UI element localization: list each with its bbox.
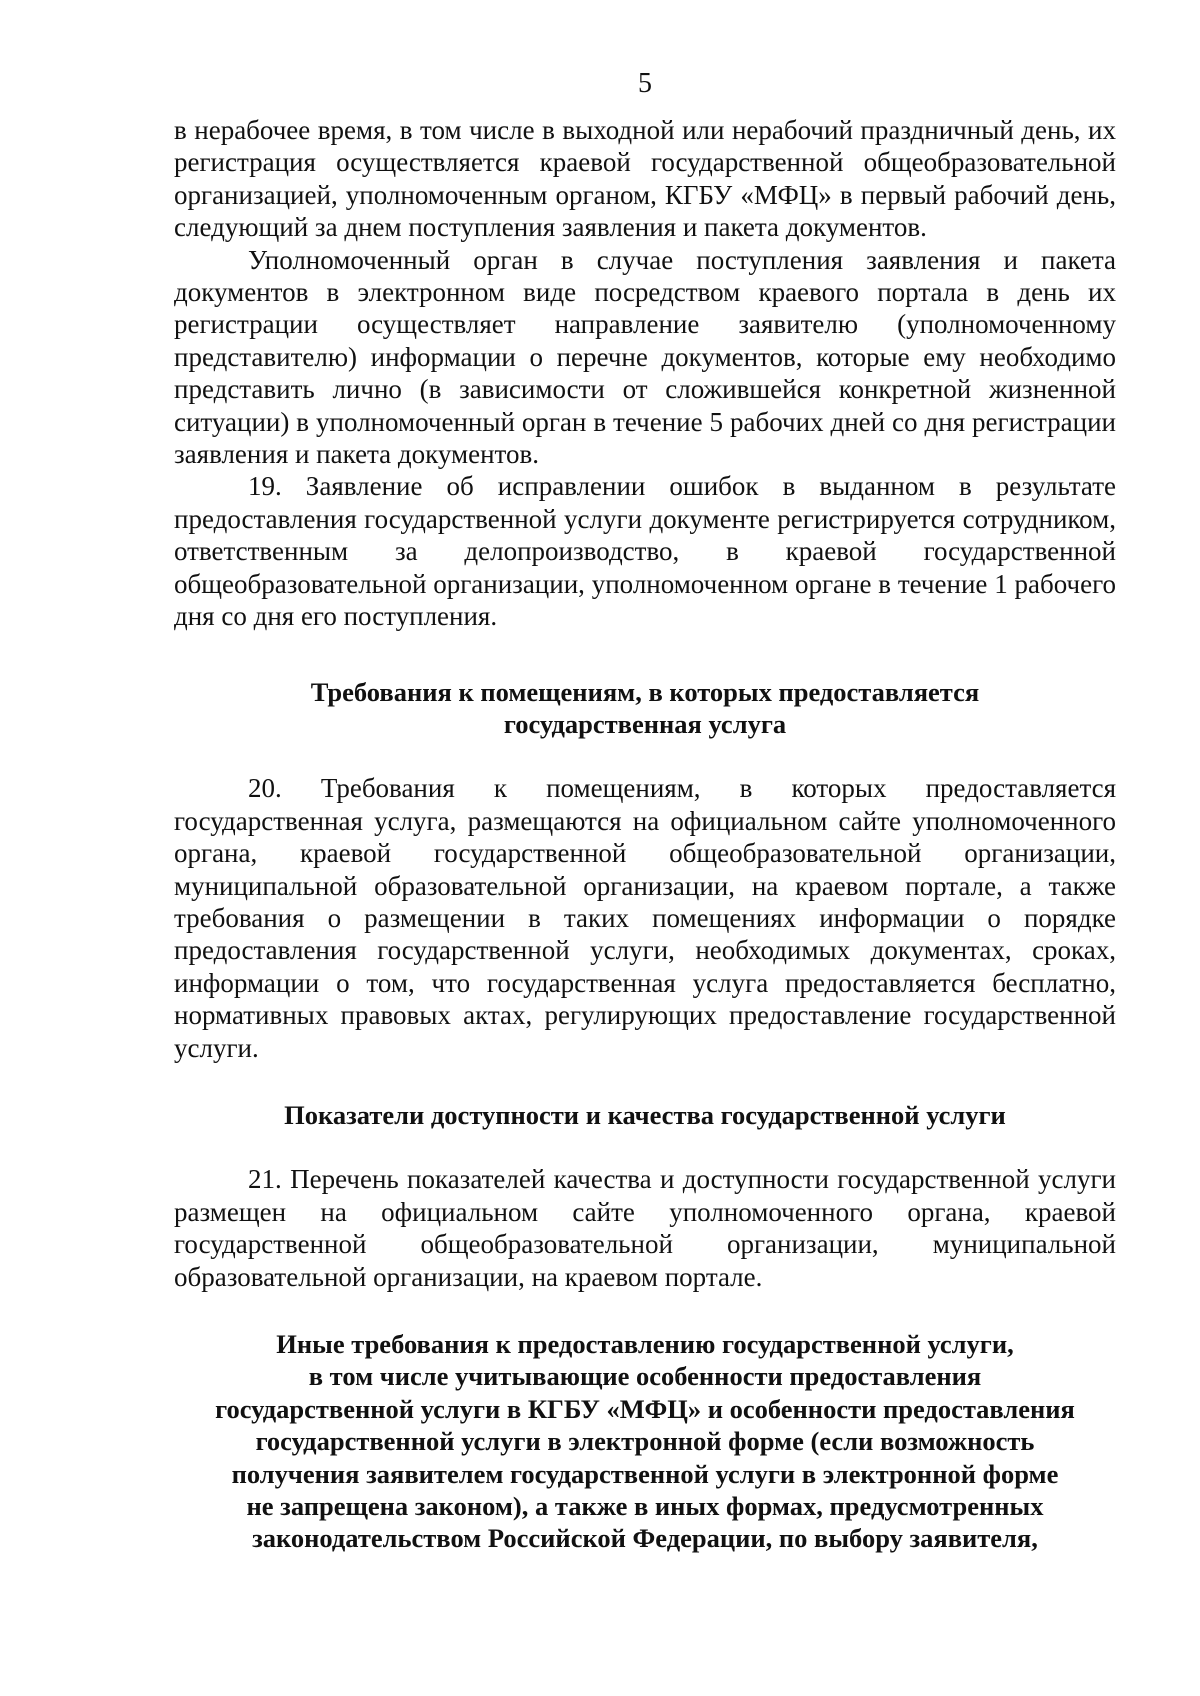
heading-line: государственной услуги в КГБУ «МФЦ» и особенности предоставления xyxy=(215,1393,1075,1424)
heading-line: получения заявителем государственной услуги в электронной форме xyxy=(231,1458,1059,1489)
paragraph-21-quality-indicators: 21. Перечень показателей качества и доступности государственной услуги размещен на официальном сайте уполномоченного органа, краевой государственной общеобразовательной организации, муниципальной образовательной организации, на краевом портале. xyxy=(174,1164,1116,1292)
heading-line: Требования к помещениям, в которых предоставляется xyxy=(310,676,980,707)
heading-line: законодательством Российской Федерации, по выбору заявителя, xyxy=(252,1523,1038,1554)
paragraph-registration-nonworking-time: в нерабочее время, в том числе в выходной или нерабочий праздничный день, их регистрация осуществляется краевой государственной общеобразовательной организацией, уполномоченным органом, КГБУ «МФЦ» в первый рабочий день, следующий за днем поступления заявления и пакета документов. xyxy=(174,115,1116,243)
heading-line: государственная услуга xyxy=(503,708,787,739)
paragraph-authorized-body-notification: Уполномоченный орган в случае поступления заявления и пакета документов в электронном виде посредством краевого портала в день их регистрации осуществляет направление заявителю (уполномоченному представителю) информации о перечне документов, которые ему необходимо представить лично (в зависимости от сложившейся конкретной жизненной ситуации) в уполномоченный орган в течение 5 рабочих дней со дня регистрации заявления и пакета документов. xyxy=(174,244,1116,470)
heading-other-requirements xyxy=(174,1328,1116,1555)
heading-line: в том числе учитывающие особенности предоставления xyxy=(308,1361,982,1392)
paragraph-19-error-correction: 19. Заявление об исправлении ошибок в выданном в результате предоставления государственной услуги документе регистрируется сотрудником, ответственным за делопроизводство, в краевой государственной общеобразовательной организации, уполномоченном органе в течение 1 рабочего дня со дня его поступления. xyxy=(174,471,1116,632)
document-content xyxy=(174,114,1116,1555)
heading-line: не запрещена законом), а также в иных формах, предусмотренных xyxy=(246,1491,1044,1522)
page-number: 5 xyxy=(638,68,652,99)
spacer xyxy=(174,1293,1116,1328)
spacer xyxy=(174,1131,1116,1163)
heading-line: Показатели доступности и качества государственной услуги xyxy=(284,1099,1006,1130)
heading-line: Иные требования к предоставлению государственной услуги, xyxy=(276,1329,1014,1359)
heading-line: государственной услуги в электронной форме (если возможность xyxy=(255,1426,1035,1457)
spacer xyxy=(174,740,1116,772)
spacer xyxy=(174,633,1116,676)
heading-accessibility-quality xyxy=(174,1099,1116,1131)
heading-premises-requirements xyxy=(174,676,1116,741)
paragraph-20-premises: 20. Требования к помещениям, в которых предоставляется государственная услуга, размещаются на официальном сайте уполномоченного органа, краевой государственной общеобразовательной организации, муниципальной образовательной организации, на краевом портале, а также требования о размещении в таких помещениях информации о порядке предоставления государственной услуги, необходимых документах, сроках, информации о том, что государственная услуга предоставляется бесплатно, нормативных правовых актах, регулирующих предоставление государственной услуги. xyxy=(174,773,1116,1063)
spacer xyxy=(174,1064,1116,1099)
